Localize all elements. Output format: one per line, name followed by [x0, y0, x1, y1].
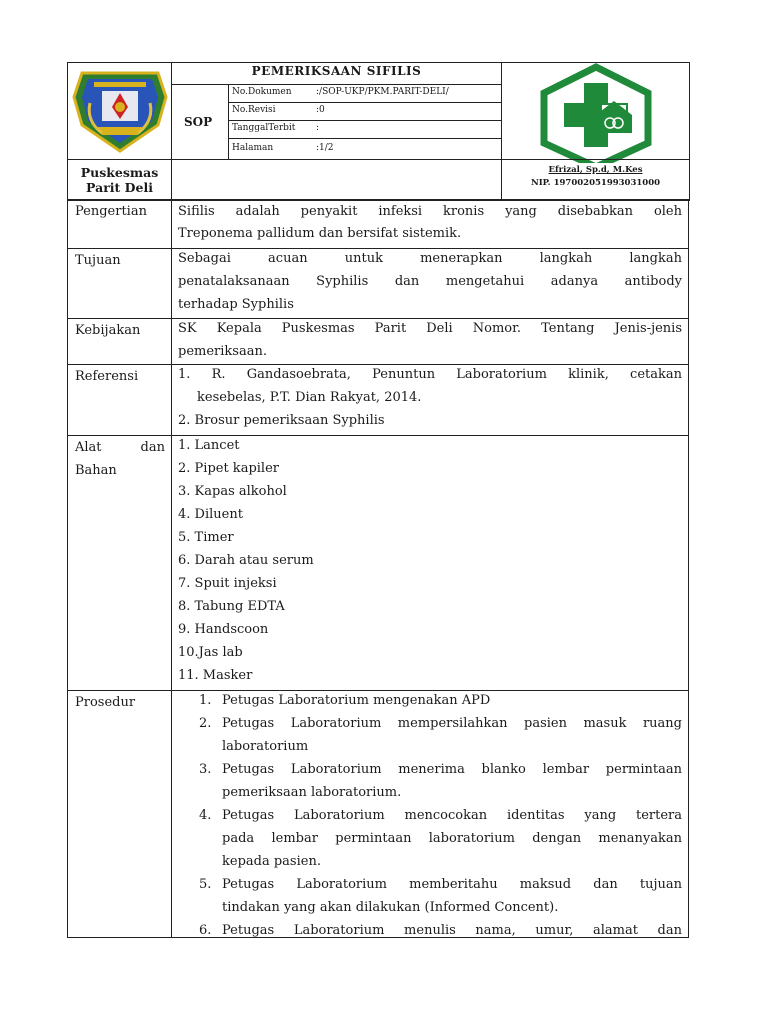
label-tujuan: Tujuan [75, 253, 121, 268]
health-logo-cell [502, 63, 690, 159]
regency-logo-cell [68, 63, 172, 159]
label-bahan: Bahan [75, 463, 117, 478]
step-line: Petugas Laboratorium mengenakan APD [222, 693, 491, 708]
step-line: Petugas Laboratorium mencocokan identitas yang tertera [222, 808, 682, 823]
step-number: 4. [199, 808, 212, 823]
list-item: 11. Masker [178, 668, 253, 683]
label-referensi: Referensi [75, 369, 139, 384]
meta-value: : [316, 123, 320, 133]
tujuan-line3: terhadap Syphilis [178, 297, 294, 312]
signer-name: Efrizal, Sp.d, M.Kes [548, 165, 643, 175]
meta-row-document-number [229, 85, 502, 103]
label-alat-bahan [75, 436, 165, 482]
puskesmas-name [68, 159, 172, 201]
list-item: 10.Jas lab [178, 645, 243, 660]
signature-block [502, 159, 690, 201]
empty-header-cell [172, 159, 502, 201]
meta-key: TanggalTerbit [232, 123, 296, 133]
step-line: Petugas Laboratorium menulis nama, umur, alamat dan [222, 923, 682, 938]
meta-value: :0 [316, 105, 325, 115]
list-item: 6. Darah atau serum [178, 553, 314, 568]
meta-key: Halaman [232, 143, 274, 153]
list-item: 5. Timer [178, 530, 234, 545]
list-item: 8. Tabung EDTA [178, 599, 285, 614]
meta-row-page [229, 139, 502, 159]
step-line: pada lembar permintaan laboratorium dengan menanyakan [222, 831, 682, 846]
pengertian-line2: Treponema pallidum dan bersifat sistemik. [178, 226, 462, 241]
step-line: Petugas Laboratorium menerima blanko lembar permintaan [222, 762, 682, 777]
puskesmas-name-line2: Parit Deli [86, 180, 153, 195]
column-divider [171, 249, 172, 318]
sop-label: SOP [184, 115, 213, 129]
step-number: 3. [199, 762, 212, 777]
step-number: 5. [199, 877, 212, 892]
list-item: 2. Pipet kapiler [178, 461, 279, 476]
row-tujuan [67, 248, 689, 318]
column-divider [171, 365, 172, 435]
label-pengertian: Pengertian [75, 204, 147, 219]
label-prosedur: Prosedur [75, 695, 136, 710]
document-header [67, 62, 690, 201]
step-line: pemeriksaan laboratorium. [222, 785, 402, 800]
row-pengertian [67, 199, 689, 248]
tujuan-line1: Sebagai acuan untuk menerapkan langkah langkah [178, 251, 682, 266]
list-item: 3. Kapas alkohol [178, 484, 287, 499]
list-item: 9. Handscoon [178, 622, 269, 637]
row-referensi [67, 364, 689, 435]
meta-key: No.Dokumen [232, 87, 292, 97]
list-item: 4. Diluent [178, 507, 243, 522]
label-alat: Alat [75, 440, 102, 455]
signer-nip: NIP. 197002051993031000 [530, 178, 661, 188]
pengertian-line1: Sifilis adalah penyakit infeksi kronis yang disebabkan oleh [178, 204, 682, 219]
meta-key: No.Revisi [232, 105, 276, 115]
meta-row-revision [229, 103, 502, 121]
column-divider [171, 200, 172, 248]
meta-value: :/SOP-UKP/PKM.PARIT-DELI/ [316, 87, 449, 97]
kebijakan-line2: pemeriksaan. [178, 344, 267, 359]
row-kebijakan [67, 318, 689, 364]
referensi-item2: 2. Brosur pemeriksaan Syphilis [178, 413, 385, 428]
column-divider [171, 436, 172, 690]
meta-row-issue-date [229, 121, 502, 139]
row-alat-bahan [67, 435, 689, 690]
label-dan: dan [140, 440, 165, 455]
column-divider [171, 691, 172, 937]
puskesmas-name-line1: Puskesmas [80, 165, 159, 180]
tujuan-line2: penatalaksanaan Syphilis dan mengetahui adanya antibody [178, 274, 682, 289]
step-number: 2. [199, 716, 212, 731]
step-number: 6. [199, 923, 212, 938]
sop-label-cell [172, 85, 229, 159]
step-line: Petugas Laboratorium memberitahu maksud dan tujuan [222, 877, 682, 892]
referensi-item1-line2: kesebelas, P.T. Dian Rakyat, 2014. [197, 390, 422, 405]
referensi-item1-line1: 1. R. Gandasoebrata, Penuntun Laboratorium klinik, cetakan [178, 367, 682, 382]
regency-emblem-icon [68, 63, 172, 159]
list-item: 7. Spuit injeksi [178, 576, 277, 591]
puskesmas-logo-icon [502, 63, 690, 163]
step-line: laboratorium [222, 739, 309, 754]
step-line: tindakan yang akan dilakukan (Informed Concent). [222, 900, 559, 915]
step-line: kepada pasien. [222, 854, 321, 869]
row-prosedur [67, 690, 689, 938]
document-title: PEMERIKSAAN SIFILIS [172, 63, 502, 85]
list-item: 1. Lancet [178, 438, 240, 453]
label-kebijakan: Kebijakan [75, 323, 141, 338]
meta-value: :1/2 [316, 143, 334, 153]
step-number: 1. [199, 693, 212, 708]
column-divider [171, 319, 172, 364]
kebijakan-line1: SK Kepala Puskesmas Parit Deli Nomor. Tentang Jenis-jenis [178, 321, 682, 336]
step-line: Petugas Laboratorium mempersilahkan pasien masuk ruang [222, 716, 682, 731]
